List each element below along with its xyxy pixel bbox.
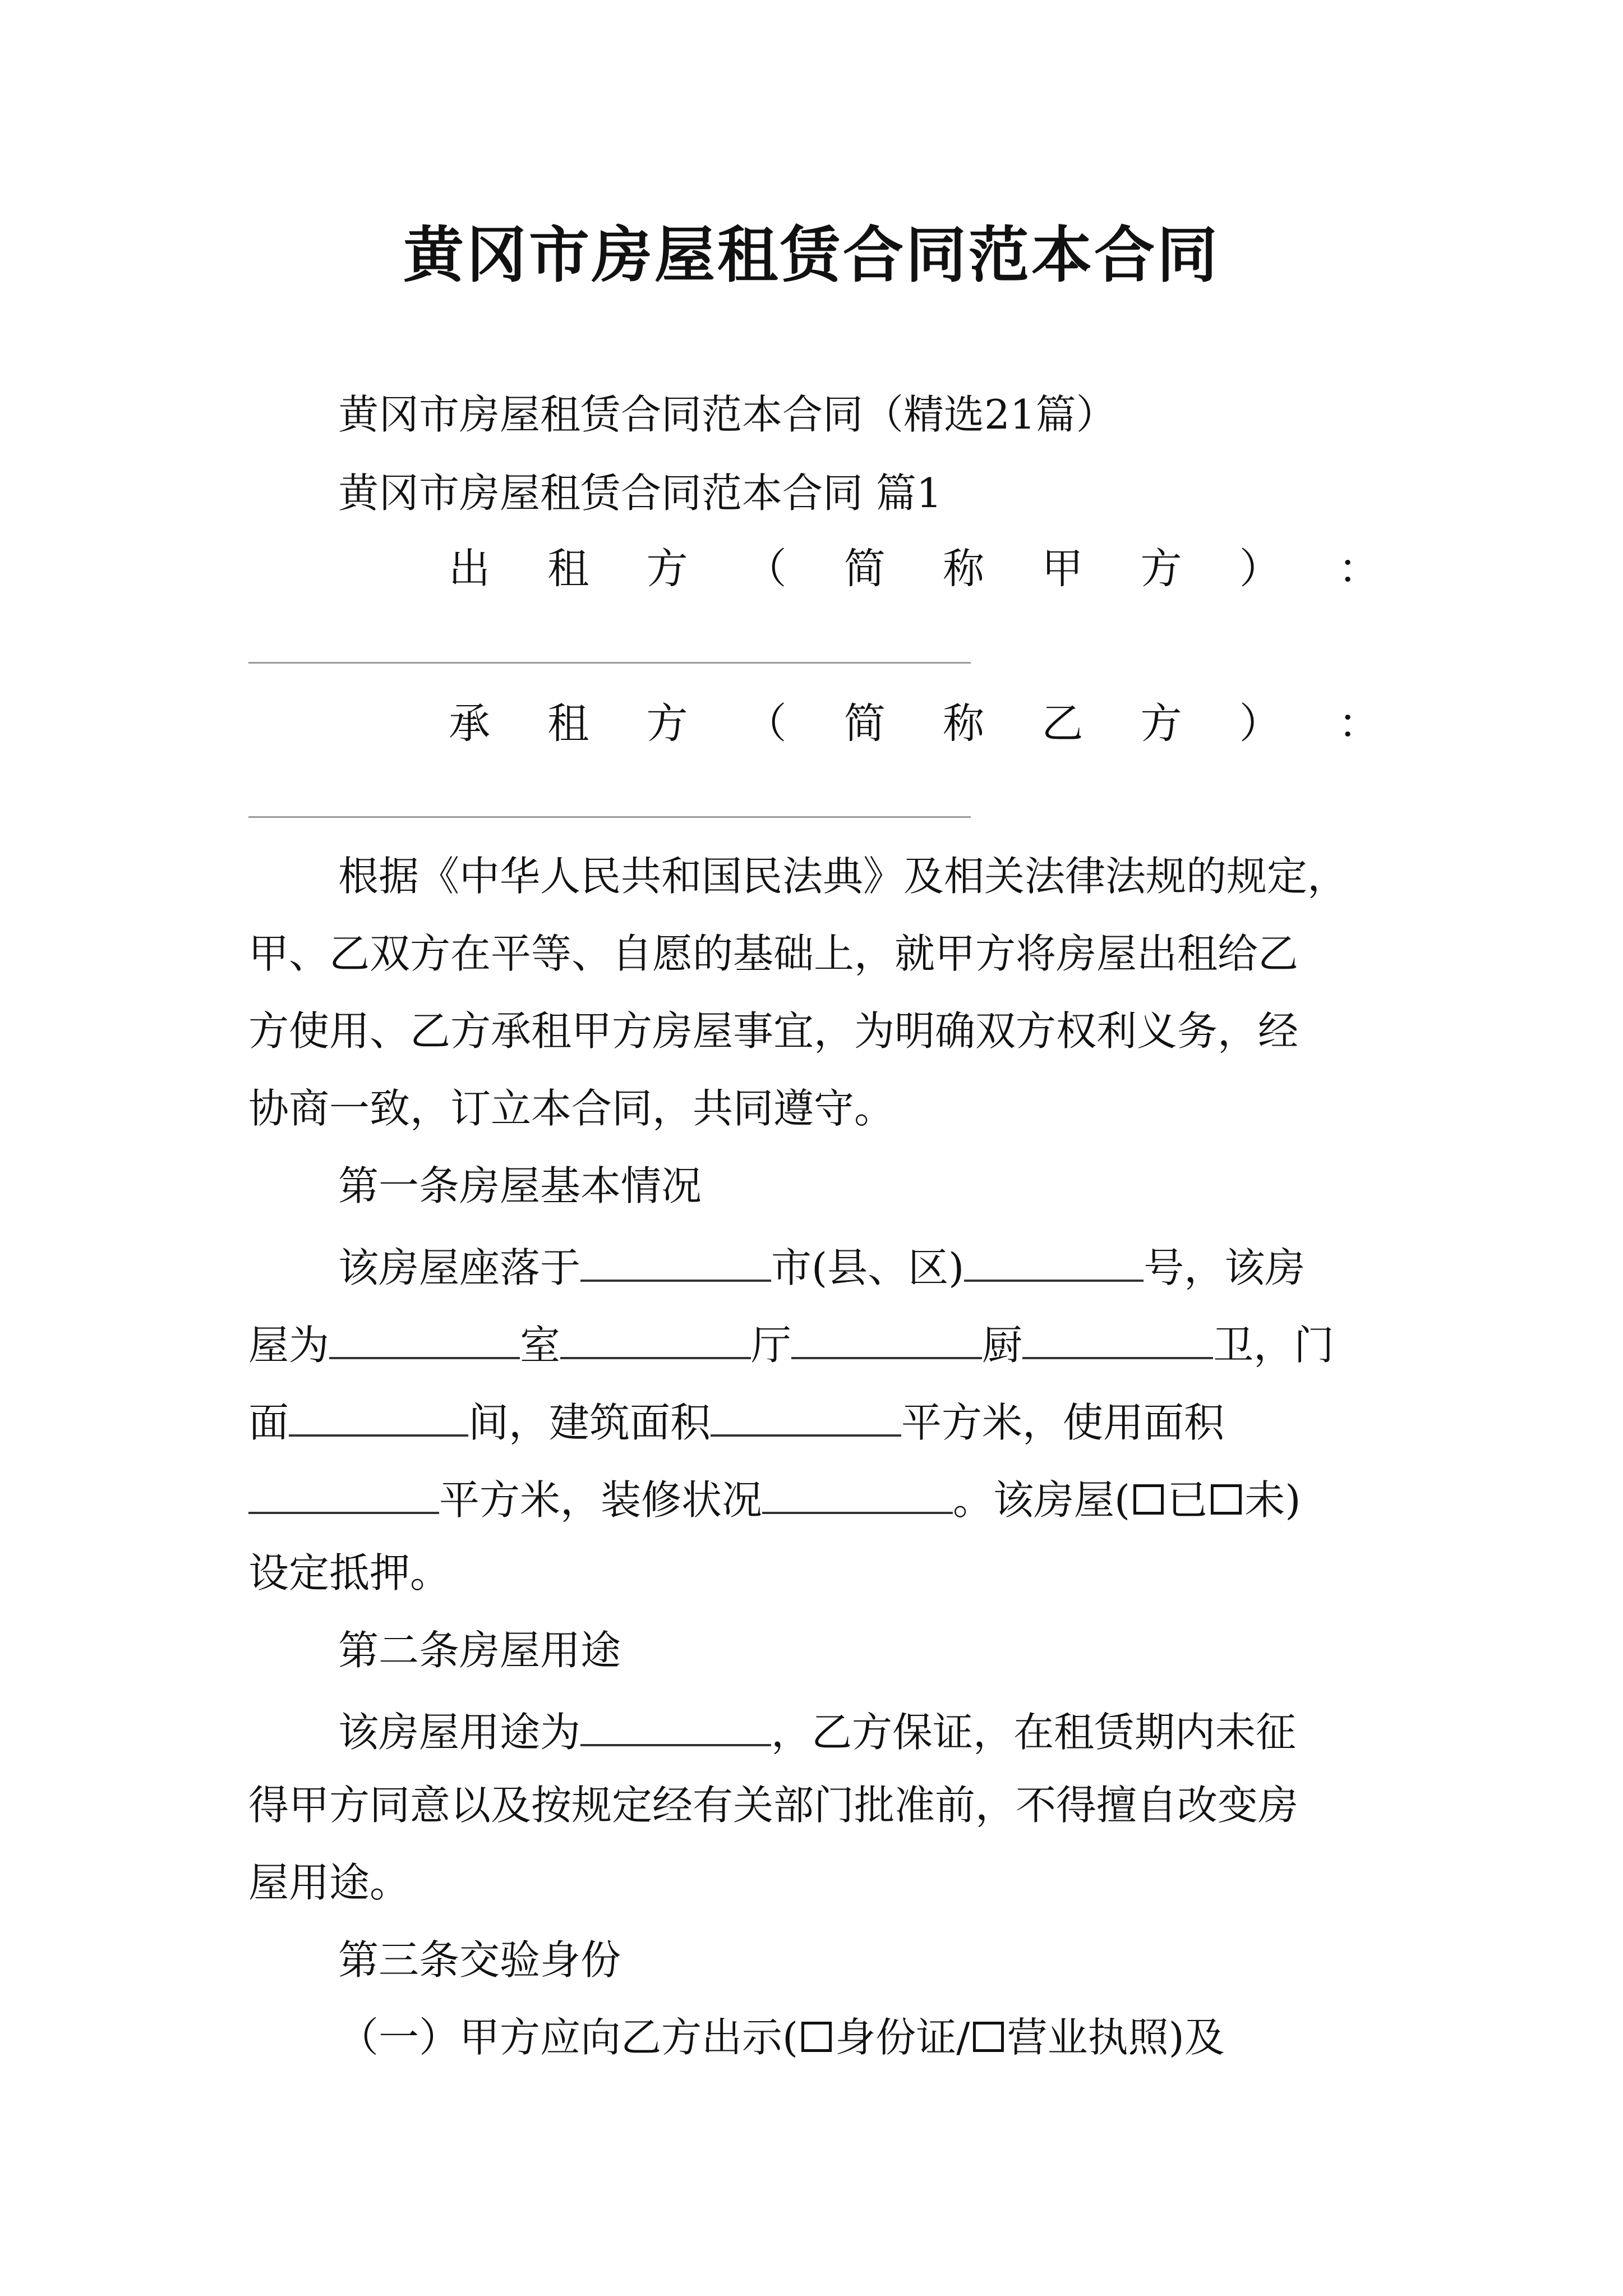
article3-line xyxy=(338,2014,1471,2061)
lessor-char: ） xyxy=(1239,545,1281,593)
article1-line xyxy=(248,1475,1381,1524)
text: 平方米，使用面积 xyxy=(901,1398,1225,1446)
text: 室 xyxy=(520,1321,561,1369)
text: （一）甲方应向乙方出示( xyxy=(338,2014,799,2061)
lessor-char: 称 xyxy=(943,545,985,593)
lessee-char: （ xyxy=(745,700,787,748)
location-blank[interactable] xyxy=(580,1243,771,1282)
text: 该房屋用途为 xyxy=(338,1708,581,1756)
text: 间，建筑面积 xyxy=(468,1398,711,1446)
lessee-label xyxy=(449,700,1380,748)
text: ，乙方保证，在租赁期内未征 xyxy=(771,1708,1297,1756)
lessee-char: ： xyxy=(1338,700,1380,748)
room-blank[interactable] xyxy=(329,1320,520,1359)
article2-heading: 第二条房屋用途 xyxy=(338,1627,621,1674)
lessee-char: 租 xyxy=(547,700,589,748)
not-mortgaged-checkbox[interactable] xyxy=(1211,1484,1242,1515)
article2-line: 屋用途。 xyxy=(248,1859,411,1906)
article1-line xyxy=(338,1243,1471,1291)
usage-blank[interactable] xyxy=(580,1708,771,1746)
subtitle: 黄冈市房屋租赁合同范本合同（精选21篇） xyxy=(338,391,1117,438)
text: 厨 xyxy=(982,1321,1023,1369)
text: 市(县、区) xyxy=(771,1244,965,1291)
article1-line xyxy=(248,1398,1381,1446)
text: 面 xyxy=(248,1398,289,1446)
text: 卫，门 xyxy=(1213,1321,1335,1369)
business-license-checkbox[interactable] xyxy=(973,2022,1004,2053)
lessee-char: 称 xyxy=(943,700,985,748)
article1-line: 设定抵押。 xyxy=(248,1549,451,1596)
lessor-char: （ xyxy=(745,545,787,593)
article2-line xyxy=(338,1708,1471,1756)
text: 平方米，装修状况 xyxy=(439,1476,763,1524)
text: 已 xyxy=(1167,1476,1208,1524)
text: 身份证/ xyxy=(835,2014,970,2061)
district-blank[interactable] xyxy=(964,1243,1144,1282)
intro-line: 方使用、乙方承租甲方房屋事宜，为明确双方权利义务，经 xyxy=(248,1007,1299,1055)
lessee-char: 简 xyxy=(843,700,886,748)
lessor-blank-line xyxy=(248,662,971,664)
lessee-blank-line xyxy=(248,816,971,818)
text: 营业执照)及 xyxy=(1007,2014,1225,2061)
mortgaged-checkbox[interactable] xyxy=(1133,1484,1164,1515)
text: 。该房屋( xyxy=(953,1476,1131,1524)
kitchen-blank[interactable] xyxy=(791,1320,982,1359)
usable-area-blank[interactable] xyxy=(248,1475,439,1514)
section-heading: 黄冈市房屋租赁合同范本合同 篇1 xyxy=(338,470,942,517)
text: 号，该房 xyxy=(1144,1244,1306,1291)
lessor-char: 方 xyxy=(1140,545,1182,593)
lessee-char: 乙 xyxy=(1041,700,1083,748)
article2-line: 得甲方同意以及按规定经有关部门批准前，不得擅自改变房 xyxy=(248,1782,1299,1829)
lessor-label xyxy=(449,545,1380,593)
lessee-char: 方 xyxy=(646,700,688,748)
lessor-char: 简 xyxy=(843,545,886,593)
storefront-blank[interactable] xyxy=(289,1398,468,1437)
intro-line: 协商一致，订立本合同，共同遵守。 xyxy=(248,1085,895,1132)
text: 该房屋座落于 xyxy=(338,1244,581,1291)
id-card-checkbox[interactable] xyxy=(801,2022,832,2053)
lessor-char: 方 xyxy=(646,545,688,593)
text: 厅 xyxy=(751,1321,792,1369)
article1-line xyxy=(248,1320,1381,1369)
lessor-char: ： xyxy=(1338,545,1380,593)
intro-line: 甲、乙双方在平等、自愿的基础上，就甲方将房屋出租给乙 xyxy=(248,930,1299,977)
lessee-char: ） xyxy=(1239,700,1281,748)
lessor-char: 租 xyxy=(547,545,589,593)
text: 屋为 xyxy=(248,1321,330,1369)
lessee-char: 承 xyxy=(449,700,490,748)
text: 未) xyxy=(1244,1476,1301,1524)
building-area-blank[interactable] xyxy=(711,1398,901,1437)
hall-blank[interactable] xyxy=(560,1320,751,1359)
lessee-char: 方 xyxy=(1140,700,1182,748)
article1-heading: 第一条房屋基本情况 xyxy=(338,1162,702,1209)
article3-heading: 第三条交验身份 xyxy=(338,1936,621,1984)
document-title: 黄冈市房屋租赁合同范本合同 xyxy=(403,220,1220,291)
decoration-blank[interactable] xyxy=(762,1475,953,1514)
lessor-char: 出 xyxy=(449,545,490,593)
lessor-char: 甲 xyxy=(1041,545,1083,593)
intro-line: 根据《中华人民共和国民法典》及相关法律法规的规定， xyxy=(338,853,1348,900)
bath-blank[interactable] xyxy=(1022,1320,1213,1359)
